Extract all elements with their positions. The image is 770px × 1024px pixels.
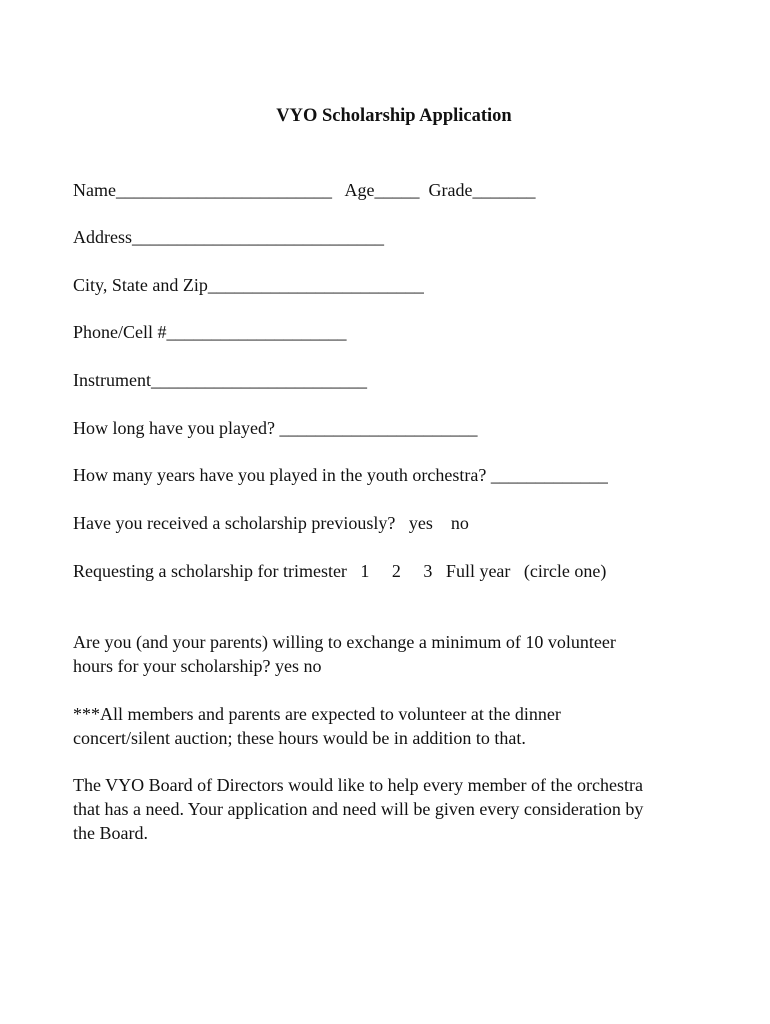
volunteer-note-line: ***All members and parents are expected to volunteer at the dinner <box>73 704 561 724</box>
city-state-zip-field[interactable]: City, State and Zip________________________ <box>73 275 424 295</box>
years-youth-orchestra-field[interactable]: How many years have you played in the youth orchestra? _____________ <box>73 465 608 485</box>
trimester-request-question[interactable]: Requesting a scholarship for trimester 1 2 3 Full year (circle one) <box>73 561 607 581</box>
board-statement <box>73 773 723 845</box>
board-statement-line: the Board. <box>73 823 148 843</box>
address-field[interactable]: Address____________________________ <box>73 227 384 247</box>
previous-scholarship-question[interactable]: Have you received a scholarship previously? yes no <box>73 513 469 533</box>
board-statement-line: The VYO Board of Directors would like to help every member of the orchestra <box>73 775 643 795</box>
how-long-played-field[interactable]: How long have you played? ______________________ <box>73 418 478 438</box>
volunteer-note <box>73 702 723 750</box>
page-title: VYO Scholarship Application <box>276 106 512 126</box>
board-statement-line: that has a need. Your application and need will be given every consideration by <box>73 799 644 819</box>
phone-field[interactable]: Phone/Cell #____________________ <box>73 322 347 342</box>
volunteer-question[interactable] <box>73 630 723 678</box>
name-age-grade-field[interactable]: Name________________________ Age_____ Grade_______ <box>73 180 536 200</box>
volunteer-question-line: Are you (and your parents) willing to exchange a minimum of 10 volunteer <box>73 632 616 652</box>
instrument-field[interactable]: Instrument________________________ <box>73 370 367 390</box>
volunteer-question-line: hours for your scholarship? yes no <box>73 656 322 676</box>
volunteer-note-line: concert/silent auction; these hours would be in addition to that. <box>73 728 526 748</box>
